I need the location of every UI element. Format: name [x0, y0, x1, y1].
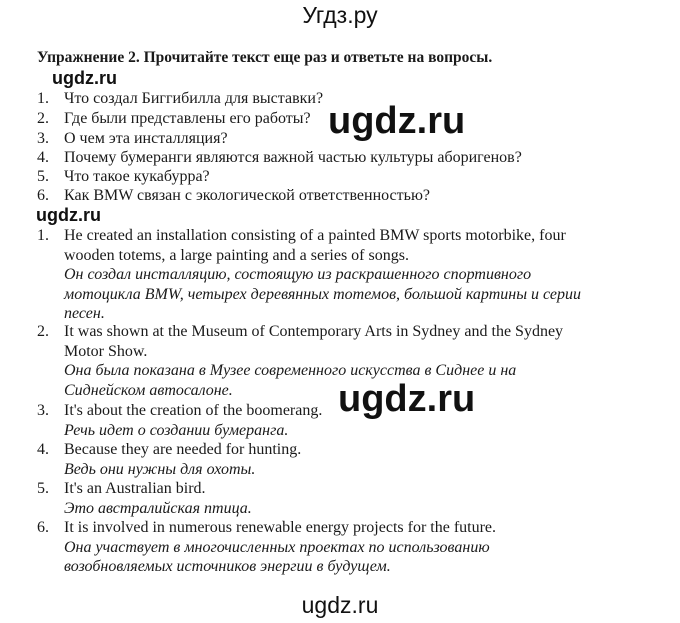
site-footer: ugdz.ru — [301, 592, 379, 618]
answer-russian-line: Она участвует в многочисленных проектах по использованию — [64, 538, 490, 556]
question-text: О чем эта инсталляция? — [64, 130, 228, 147]
answer-russian-line: Ведь они нужны для охоты. — [64, 460, 256, 478]
answer-english-line: It was shown at the Museum of Contemporary Arts in Sydney and the Sydney — [64, 323, 564, 340]
answer-english-line: wooden totems, a large painting and a series of songs. — [64, 246, 409, 264]
question-text: Что создал Биггибилла для выставки? — [64, 90, 324, 107]
answer-english-line: It's about the creation of the boomerang. — [64, 402, 323, 419]
question-text: Что такое кукабурра? — [64, 168, 210, 185]
answer-english-line: Motor Show. — [64, 342, 148, 360]
answer-russian-line: Он создал инсталляцию, состоящую из раскрашенного спортивного — [64, 266, 532, 283]
answer-russian-line: Сиднейском автосалоне. — [64, 381, 233, 399]
watermark: ugdz.ru — [328, 100, 466, 142]
answer-number: 2. — [37, 323, 49, 340]
answer-number: 5. — [37, 480, 49, 497]
answer-russian-line: возобновляемых источников энергии в будущем. — [64, 558, 391, 575]
watermark: ugdz.ru — [52, 68, 117, 88]
question-text: Почему бумеранги являются важной частью культуры аборигенов? — [64, 149, 522, 166]
question-number: 4. — [37, 149, 49, 166]
answer-russian-line: Она была показана в Музее современного искусства в Сиднее и на — [64, 362, 517, 379]
answer-number: 3. — [37, 402, 49, 419]
question-text: Как BMW связан с экологической ответственностью? — [64, 187, 430, 204]
question-text: Где были представлены его работы? — [64, 110, 311, 127]
answer-russian-line: песен. — [64, 305, 105, 322]
exercise-title: Упражнение 2. Прочитайте текст еще раз и ответьте на вопросы. — [37, 49, 493, 66]
question-number: 1. — [37, 90, 49, 107]
answer-number: 4. — [37, 441, 49, 458]
answer-english-line: Because they are needed for hunting. — [64, 441, 302, 458]
question-number: 2. — [37, 110, 49, 127]
answer-english-line: He created an installation consisting of a painted BMW sports motorbike, four — [64, 227, 566, 244]
answer-russian-line: Это австралийская птица. — [64, 499, 252, 517]
answer-russian-line: мотоцикла BMW, четырех деревянных тотемов, большой картины и серии — [64, 285, 582, 303]
question-number: 6. — [37, 187, 49, 204]
answer-number: 1. — [37, 227, 49, 244]
answer-number: 6. — [37, 519, 49, 536]
answer-russian-line: Речь идет о создании бумеранга. — [64, 421, 289, 439]
watermark: ugdz.ru — [338, 378, 476, 420]
question-number: 5. — [37, 168, 49, 185]
question-number: 3. — [37, 130, 49, 147]
watermark: ugdz.ru — [36, 205, 101, 225]
site-header: Угдз.ру — [302, 2, 378, 28]
answer-english-line: It is involved in numerous renewable energy projects for the future. — [64, 519, 497, 536]
answer-english-line: It's an Australian bird. — [64, 480, 206, 497]
